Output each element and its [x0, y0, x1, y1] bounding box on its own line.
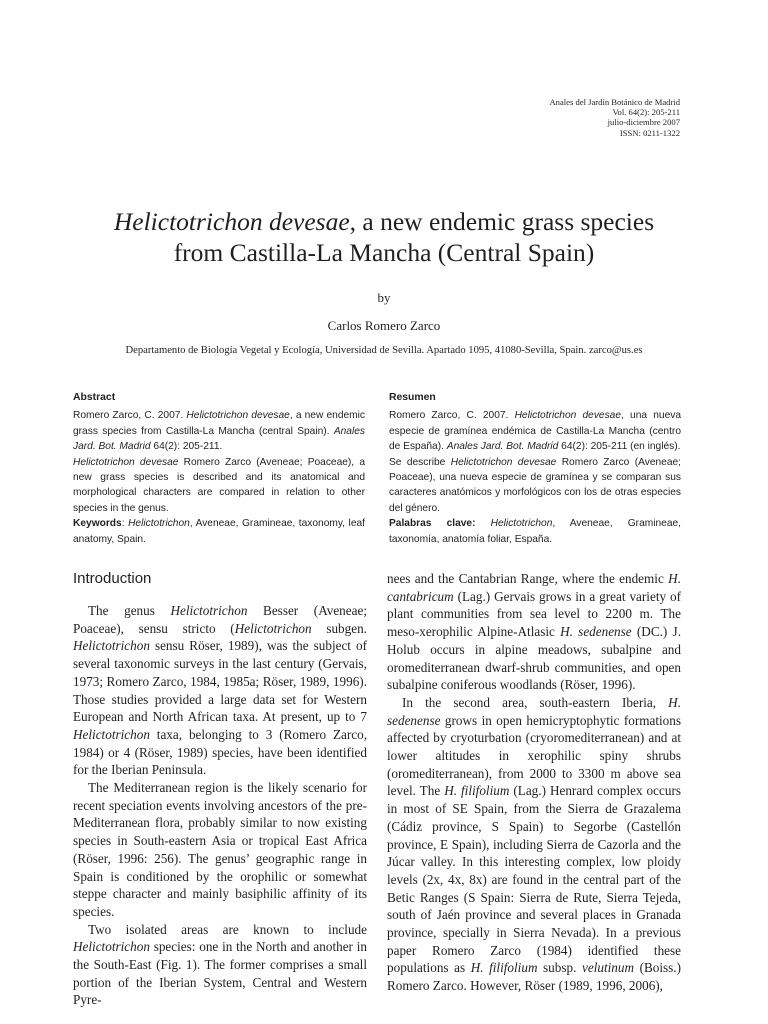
title-line-2: from Castilla-La Mancha (Central Spain): [173, 238, 595, 267]
keywords-list: , Aveneae, Gramineae, taxonomy, leaf anatomy, Spain.: [73, 518, 365, 545]
resumen-heading: Resumen: [389, 392, 436, 403]
keyword-taxon: Helictotrichon: [490, 518, 553, 530]
byline: by: [377, 290, 391, 305]
introduction-heading: Introduction: [73, 570, 152, 587]
journal-volume: Vol. 64(2): 205-211: [612, 107, 680, 118]
citation-text: , una nueva especie de gramínea endémica de Castilla-La Mancha (centro de España).: [389, 410, 681, 453]
journal-name: Anales del Jardín Botánico de Madrid: [549, 97, 680, 107]
taxon: Helictotrichon: [234, 620, 312, 636]
paragraph: [387, 570, 681, 694]
text: (DC.) J. Holub occurs in alpine meadows, subalpine and oromediterranean dwarf-shrub communities, and open subalpine coniferous woodlands (Röser, 1996).: [387, 624, 681, 693]
body-column-left: [73, 602, 367, 1009]
journal-issn: ISSN: 0211-1322: [619, 127, 680, 138]
citation-text: 64(2): 205-211 (en inglés).: [558, 441, 681, 453]
citation-text: Romero Zarco, C. 2007.: [73, 410, 187, 422]
journal-header: [549, 97, 680, 138]
text: In the second area, south-eastern Iberia,: [402, 694, 669, 710]
text: Two isolated areas are known to include: [88, 921, 367, 937]
resumen-citation: [389, 408, 681, 454]
abstract-keywords: [73, 516, 365, 547]
keyword-taxon: Helictotrichon: [128, 518, 190, 530]
taxon: velutinum: [581, 960, 634, 976]
citation-journal: Anales Jard. Bot. Madrid: [73, 425, 365, 453]
abstract-section: [73, 390, 365, 547]
text: (Lag.) Henrard complex occurs in most of SE Spain, from the Sierra de Grazalema (Cádiz province, S Spain) to Segorbe (Castellón province, E Spain), including Sierra de Cazorla and the Júcar valley. In this interesting complex, low ploidy levels (2x, 4x, 8x) are found in the central part of the Betic Ranges (S Spain: Sierra de Rute, Sierra Tejeda, south of Jaén province and several places in Granada province, specially in Sierra Nevada). In a previous paper Romero Zarco (1984) identified these populations as: [387, 783, 681, 976]
paragraph: [73, 602, 367, 779]
keywords-label: Keywords: [73, 518, 122, 530]
keywords-separator: [476, 518, 491, 529]
author-name: Carlos Romero Zarco: [327, 318, 441, 333]
taxon: H. cantabricum: [387, 571, 681, 604]
title-rest: a new endemic grass species: [356, 207, 655, 236]
keywords-label: Palabras clave:: [389, 518, 476, 530]
text: (Lag.) Gervais grows in a great variety of plant communities from sea level to 2200 m. The meso-xerophilic Alpine-Atlasic: [387, 588, 681, 640]
abstract-summary: [73, 455, 365, 517]
summary-text: Romero Zarco (Aveneae; Poaceae), a new grass species is described and its anatomical and morphological characters are compared in relation to other species in the genus.: [73, 456, 365, 514]
taxon: Helictotrichon: [73, 638, 150, 654]
text: nees and the Cantabrian Range, where the endemic: [387, 571, 669, 586]
taxon: H. sedenense: [560, 624, 632, 640]
text: Besser (Aveneae; Poaceae), sensu stricto (: [73, 603, 367, 636]
taxon: H. filifolium: [444, 783, 510, 799]
article-title: [40, 206, 728, 268]
paragraph: [73, 921, 367, 1010]
journal-date: julio-diciembre 2007: [607, 117, 680, 128]
citation-journal: Anales Jard. Bot. Madrid: [446, 441, 559, 453]
text: (Boiss.) Romero Zarco. However, Röser (1989, 1996, 2006),: [387, 960, 681, 994]
citation-text: 64(2): 205-211.: [150, 441, 223, 453]
citation-text: Romero Zarco, C. 2007.: [389, 410, 515, 422]
taxon: Helictotrichon: [170, 603, 248, 618]
keywords-separator: :: [121, 518, 129, 530]
author-affiliation: Departamento de Biología Vegetal y Ecología, Universidad de Sevilla. Apartado 1095, 41080-Sevilla, Spain. zarco@us.es: [125, 345, 643, 356]
summary-text: Se describe: [389, 456, 451, 468]
taxon: H. filifolium: [470, 960, 538, 976]
title-line-1: [40, 206, 728, 237]
text: species: one in the North and another in the South-East (Fig. 1). The former comprises a small portion of the Iberian System, Central and Western Pyre-: [73, 939, 367, 1008]
abstract-citation: [73, 408, 365, 454]
text: The genus: [88, 603, 171, 618]
resumen-section: [389, 390, 681, 547]
text: sensu Röser, 1989), was the subject of several taxonomic surveys in the last century (Gervais, 1973; Romero Zarco, 1984, 1985a; Röser, 1989, 1996). Those studies provided a large data set for Western European and North African taxa. At present, up to 7: [73, 638, 367, 725]
paragraph: [387, 694, 681, 995]
text: subgen.: [311, 620, 367, 636]
text: grows in open hemicryptophytic formations affected by cryoturbation (cryoromediterranean) and at lower altitudes in xerophilic spiny shrubs (oromediterranean), from 2000 to 3300 m above sea level. The: [387, 712, 681, 799]
summary-taxon: Helictotrichon devesae: [73, 456, 179, 468]
keywords-list: , Aveneae, Gramineae, taxonomía, anatomía foliar, España.: [389, 518, 681, 545]
text: taxa, belonging to 3 (Romero Zarco, 1984) or 4 (Röser, 1989) species, have been identified for the Iberian Peninsula.: [73, 726, 367, 778]
taxon: H. sedenense: [387, 694, 681, 728]
abstract-heading: Abstract: [73, 392, 116, 403]
citation-text: , a new endemic grass species from Castilla-La Mancha (central Spain).: [73, 410, 365, 437]
resumen-keywords: [389, 516, 681, 547]
paragraph: The Mediterranean region is the likely scenario for recent speciation events involving ancestors of the pre-Mediterranean flora, probably similar to now existing species in South-eastern Asia or tropical East Africa (Röser, 1996: 256). The genus’ geographic range in Spain is conditioned by the orophilic or somewhat steppe character and mainly basiphilic affinity of its species.: [73, 780, 367, 919]
text: subsp.: [537, 960, 582, 976]
citation-taxon: Helictotrichon devesae: [514, 410, 622, 422]
summary-taxon: Helictotrichon devesae: [450, 456, 557, 468]
taxon: Helictotrichon: [73, 726, 150, 742]
body-column-right: [387, 570, 681, 995]
title-taxon: Helictotrichon devesae,: [113, 207, 357, 236]
citation-taxon: Helictotrichon devesae: [186, 410, 290, 422]
resumen-summary: [389, 455, 681, 517]
taxon: Helictotrichon: [73, 939, 150, 955]
summary-text: Romero Zarco (Aveneae; Poaceae), una nueva especie de gramínea y se comparan sus caracteres anatómicos y morfológicos con los de otras especies del género.: [389, 456, 681, 514]
